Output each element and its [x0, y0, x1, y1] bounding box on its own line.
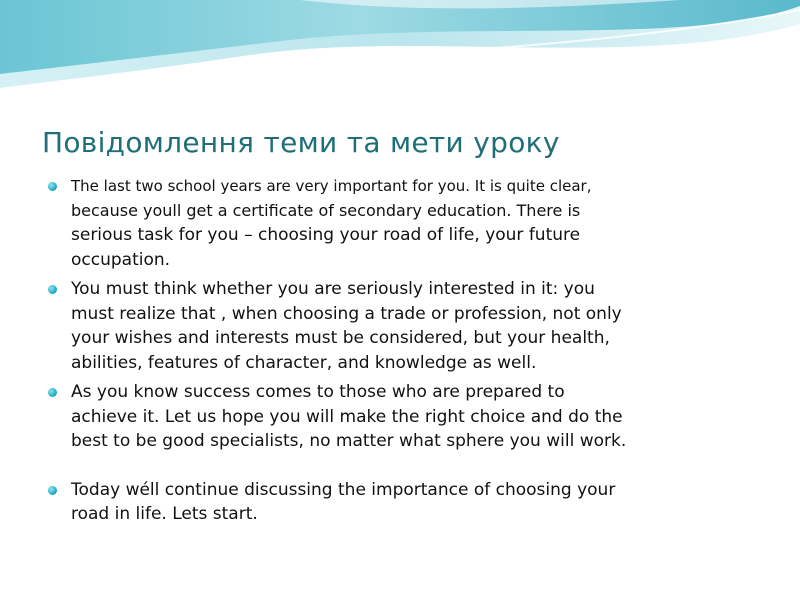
bullet-line: achieve it. Let us hope you will make the right choice and do the	[71, 406, 623, 427]
bullet-item	[48, 478, 763, 527]
bullet-line: You must think whether you are seriously interested in it: you	[71, 279, 595, 299]
bullet-line: road in life. Lets start.	[71, 504, 258, 524]
decorative-wave-header	[0, 0, 800, 110]
bullet-item	[48, 277, 763, 375]
bullet-line: As you know success comes to those who are prepared to	[71, 382, 565, 402]
bullet-dot-icon	[48, 388, 57, 397]
bullet-line: best to be good specialists, no matter what sphere you will work.	[71, 431, 627, 451]
slide-title: Повідомлення теми та мети уроку	[42, 126, 560, 159]
bullet-dot-icon	[48, 486, 57, 495]
bullet-line: Today wéll continue discussing the importance of choosing your	[71, 479, 616, 500]
bullet-dot-icon	[48, 182, 57, 191]
bullet-item	[48, 174, 763, 272]
bullet-list	[48, 174, 763, 532]
bullet-item	[48, 380, 763, 454]
bullet-line: serious task for you – choosing your road of life, your future	[71, 225, 581, 245]
bullet-line: because youll get a certificate of secondary education. There is	[71, 200, 581, 220]
bullet-line: occupation.	[71, 249, 171, 270]
bullet-line: must realize that , when choosing a trade or profession, not only	[71, 303, 622, 324]
bullet-line: The last two school years are very important for you. It is quite clear,	[71, 177, 592, 195]
bullet-line: abilities, features of character, and knowledge as well.	[71, 352, 537, 373]
bullet-dot-icon	[48, 285, 57, 294]
bullet-line: your wishes and interests must be considered, but your health,	[71, 328, 610, 348]
